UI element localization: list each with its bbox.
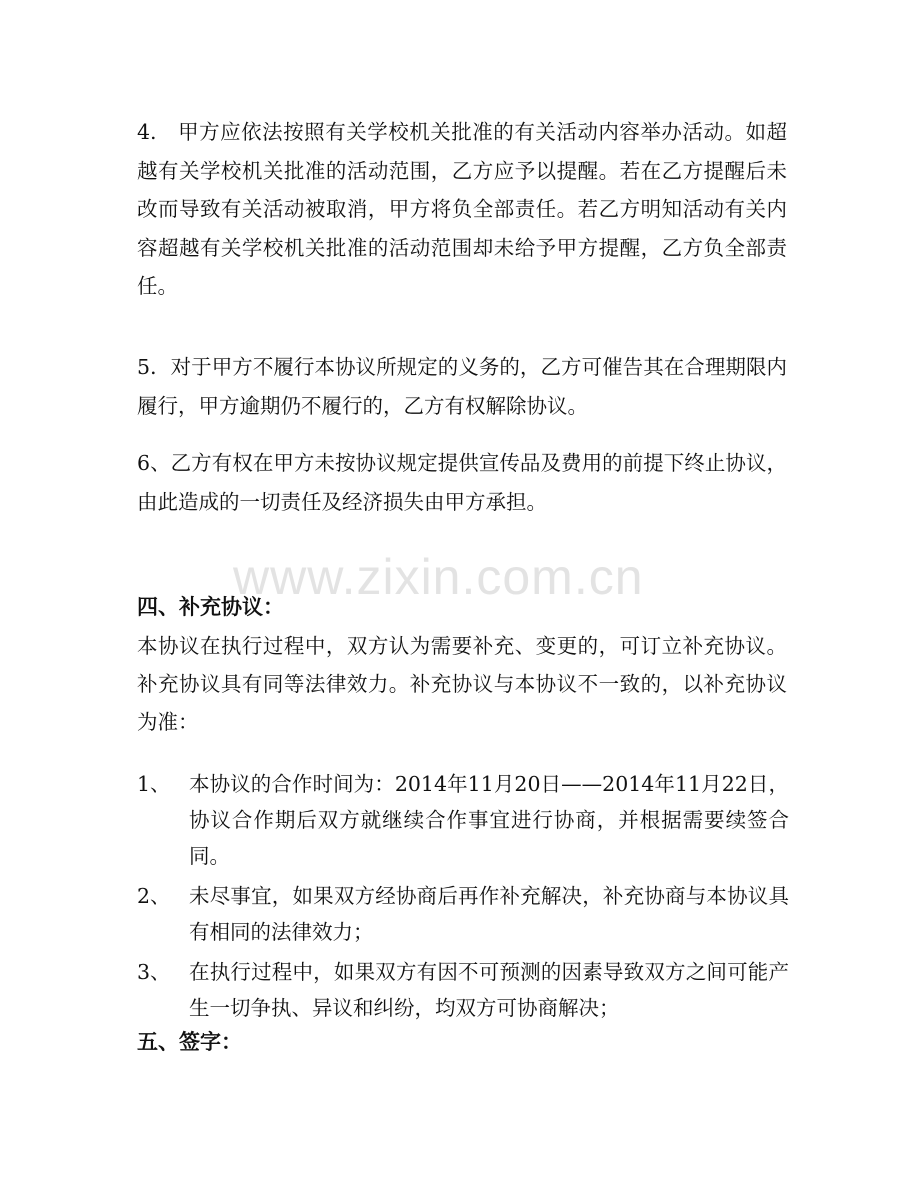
list-item-text: 在执行过程中，如果双方有因不可预测的因素导致双方之间可能产生一切争执、异议和纠纷，均双方可协商解决；: [189, 960, 789, 1020]
watermark: www.zixin.com.cn: [233, 549, 644, 605]
list-item-number: 2、: [137, 884, 171, 908]
list-item-text: 未尽事宜，如果双方经协商后再作补充解决，补充协商与本协议具有相同的法律效力；: [189, 884, 789, 944]
supplementary-intro: 本协议在执行过程中，双方认为需要补充、变更的，可订立补充协议。补充协议具有同等法律效力。补充协议与本协议不一致的，以补充协议为准：: [137, 634, 787, 734]
list-item-number: 1、: [137, 772, 171, 796]
list-item-number: 3、: [137, 960, 171, 984]
section-heading-supplementary: 四、补充协议：: [137, 594, 284, 619]
clause-4: 4. 甲方应依法按照有关学校机关批准的有关活动内容举办活动。如超越有关学校机关批准的活动范围，乙方应予以提醒。若在乙方提醒后未改而导致有关活动被取消，甲方将负全部责任。若乙方明知活动有关内容超越有关学校机关批准的活动范围却未给予甲方提醒，乙方负全部责任。: [137, 120, 787, 298]
list-item-text: 本协议的合作时间为：2014年11月20日——2014年11月22日，协议合作期后双方就继续合作事宜进行协商，并根据需要续签合同。: [189, 772, 789, 868]
clause-5: 5．对于甲方不履行本协议所规定的义务的，乙方可催告其在合理期限内履行，甲方逾期仍不履行的，乙方有权解除协议。: [137, 355, 787, 418]
section-heading-signature: 五、签字：: [137, 1029, 242, 1054]
clause-6: 6、乙方有权在甲方未按协议规定提供宣传品及费用的前提下终止协议，由此造成的一切责任及经济损失由甲方承担。: [137, 451, 787, 514]
